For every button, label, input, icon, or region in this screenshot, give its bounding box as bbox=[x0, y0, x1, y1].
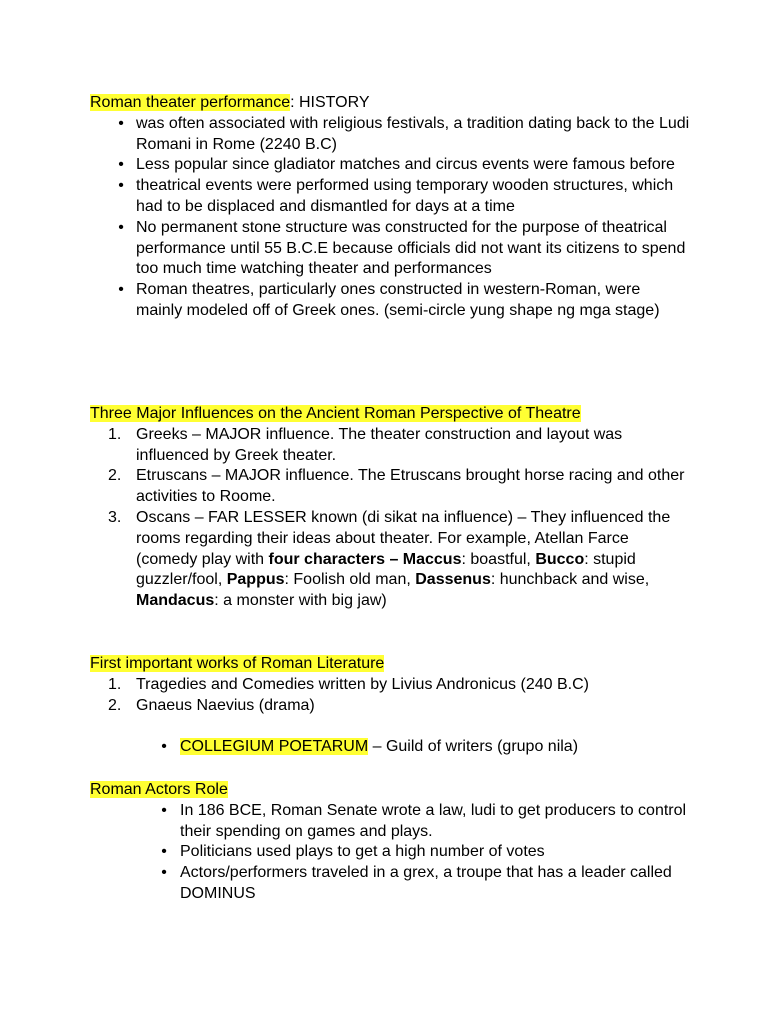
list-item-text: Roman theatres, particularly ones constructed in western-Roman, were mainly modeled off of Greek ones. (semi-circle yung shape ng mga stage) bbox=[136, 281, 660, 319]
list-item-text: Gnaeus Naevius (drama) bbox=[136, 696, 315, 714]
bullet-icon: • bbox=[118, 281, 124, 299]
list-item bbox=[90, 114, 690, 156]
bullet-icon: • bbox=[161, 738, 167, 755]
list-item-text: Politicians used plays to get a high number of votes bbox=[180, 843, 545, 861]
bullet-list bbox=[90, 801, 690, 905]
section-history bbox=[90, 93, 690, 322]
bold-term: Dassenus bbox=[415, 571, 491, 589]
list-item bbox=[90, 737, 690, 758]
bullet-icon: • bbox=[161, 864, 167, 882]
bullet-icon: • bbox=[118, 114, 124, 132]
list-item bbox=[90, 696, 690, 717]
list-item bbox=[90, 280, 690, 322]
list-item bbox=[90, 863, 690, 905]
list-item-text: Less popular since gladiator matches and circus events were famous before bbox=[136, 156, 675, 174]
numbered-list bbox=[90, 425, 690, 612]
list-item-text: Greeks – MAJOR influence. The theater construction and layout was influenced by Greek theater. bbox=[136, 425, 623, 464]
list-number: 1. bbox=[108, 425, 122, 443]
list-item-text: was often associated with religious festivals, a tradition dating back to the Ludi Romani in Rome (2240 B.C) bbox=[136, 114, 690, 153]
list-number: 2. bbox=[108, 467, 122, 485]
section-heading bbox=[90, 654, 690, 675]
list-item bbox=[90, 842, 690, 863]
section-heading bbox=[90, 404, 690, 425]
list-number: 2. bbox=[108, 696, 122, 714]
list-item-text: In 186 BCE, Roman Senate wrote a law, ludi to get producers to control their spending on games and plays. bbox=[180, 801, 687, 840]
highlighted-title: First important works of Roman Literature bbox=[90, 655, 385, 672]
list-item bbox=[90, 176, 690, 218]
numbered-list bbox=[90, 675, 690, 717]
highlighted-title: Three Major Influences on the Ancient Roman Perspective of Theatre bbox=[90, 405, 581, 422]
text-run: : hunchback and wise, bbox=[490, 571, 650, 589]
highlighted-title: Roman theater performance bbox=[90, 94, 291, 111]
bold-term: four characters – Maccus bbox=[268, 550, 462, 568]
bullet-icon: • bbox=[161, 843, 167, 861]
text-run: : a monster with big jaw) bbox=[214, 592, 387, 610]
list-item bbox=[90, 155, 690, 176]
list-item-text: No permanent stone structure was constructed for the purpose of theatrical performance until 55 B.C.E because officials did not want its citizens to spend too much time watching theater and performances bbox=[136, 218, 686, 278]
list-item-text: Actors/performers traveled in a grex, a troupe that has a leader called DOMINUS bbox=[180, 864, 672, 902]
heading-suffix: : HISTORY bbox=[290, 94, 370, 111]
list-item bbox=[90, 466, 690, 508]
section-heading bbox=[90, 780, 690, 801]
sub-bullet-list bbox=[90, 737, 690, 758]
list-number: 3. bbox=[108, 508, 122, 526]
bullet-list bbox=[90, 114, 690, 322]
list-item-text: – Guild of writers (grupo nila) bbox=[368, 738, 579, 755]
highlighted-title: Roman Actors Role bbox=[90, 781, 228, 798]
bullet-icon: • bbox=[118, 156, 124, 174]
bullet-icon: • bbox=[118, 177, 124, 195]
text-run: : boastful, bbox=[461, 550, 536, 568]
sub-bullet-block bbox=[90, 737, 690, 758]
highlighted-term: COLLEGIUM POETARUM bbox=[180, 738, 369, 755]
bold-term: Bucco bbox=[535, 550, 585, 568]
list-item-text bbox=[136, 509, 670, 609]
list-item bbox=[90, 675, 690, 696]
bullet-icon: • bbox=[161, 801, 167, 819]
list-item bbox=[90, 425, 690, 467]
list-item-text: Tragedies and Comedies written by Livius Andronicus (240 B.C) bbox=[136, 675, 589, 693]
bold-term: Mandacus bbox=[136, 592, 215, 610]
text-run: : Foolish old man, bbox=[284, 571, 416, 589]
text-run: Oscans – FAR LESSER known (di sikat na influence) – They influenced the rooms regarding their ideas about theater. For example, Atellan Farce (comedy play with bbox=[136, 508, 671, 568]
list-item bbox=[90, 218, 690, 280]
section-influences bbox=[90, 404, 690, 612]
section-heading bbox=[90, 93, 690, 114]
bullet-icon: • bbox=[118, 218, 124, 236]
bold-term: Pappus bbox=[226, 571, 285, 589]
list-item-text: Etruscans – MAJOR influence. The Etruscans brought horse racing and other activities to Roome. bbox=[136, 467, 685, 506]
text-run: : stupid guzzler/fool, bbox=[136, 550, 636, 589]
list-number: 1. bbox=[108, 675, 122, 693]
list-item bbox=[90, 508, 690, 612]
list-item-text: theatrical events were performed using temporary wooden structures, which had to be displaced and dismantled for days at a time bbox=[136, 177, 674, 215]
section-actors-role bbox=[90, 780, 690, 905]
section-literature bbox=[90, 654, 690, 716]
list-item bbox=[90, 801, 690, 843]
